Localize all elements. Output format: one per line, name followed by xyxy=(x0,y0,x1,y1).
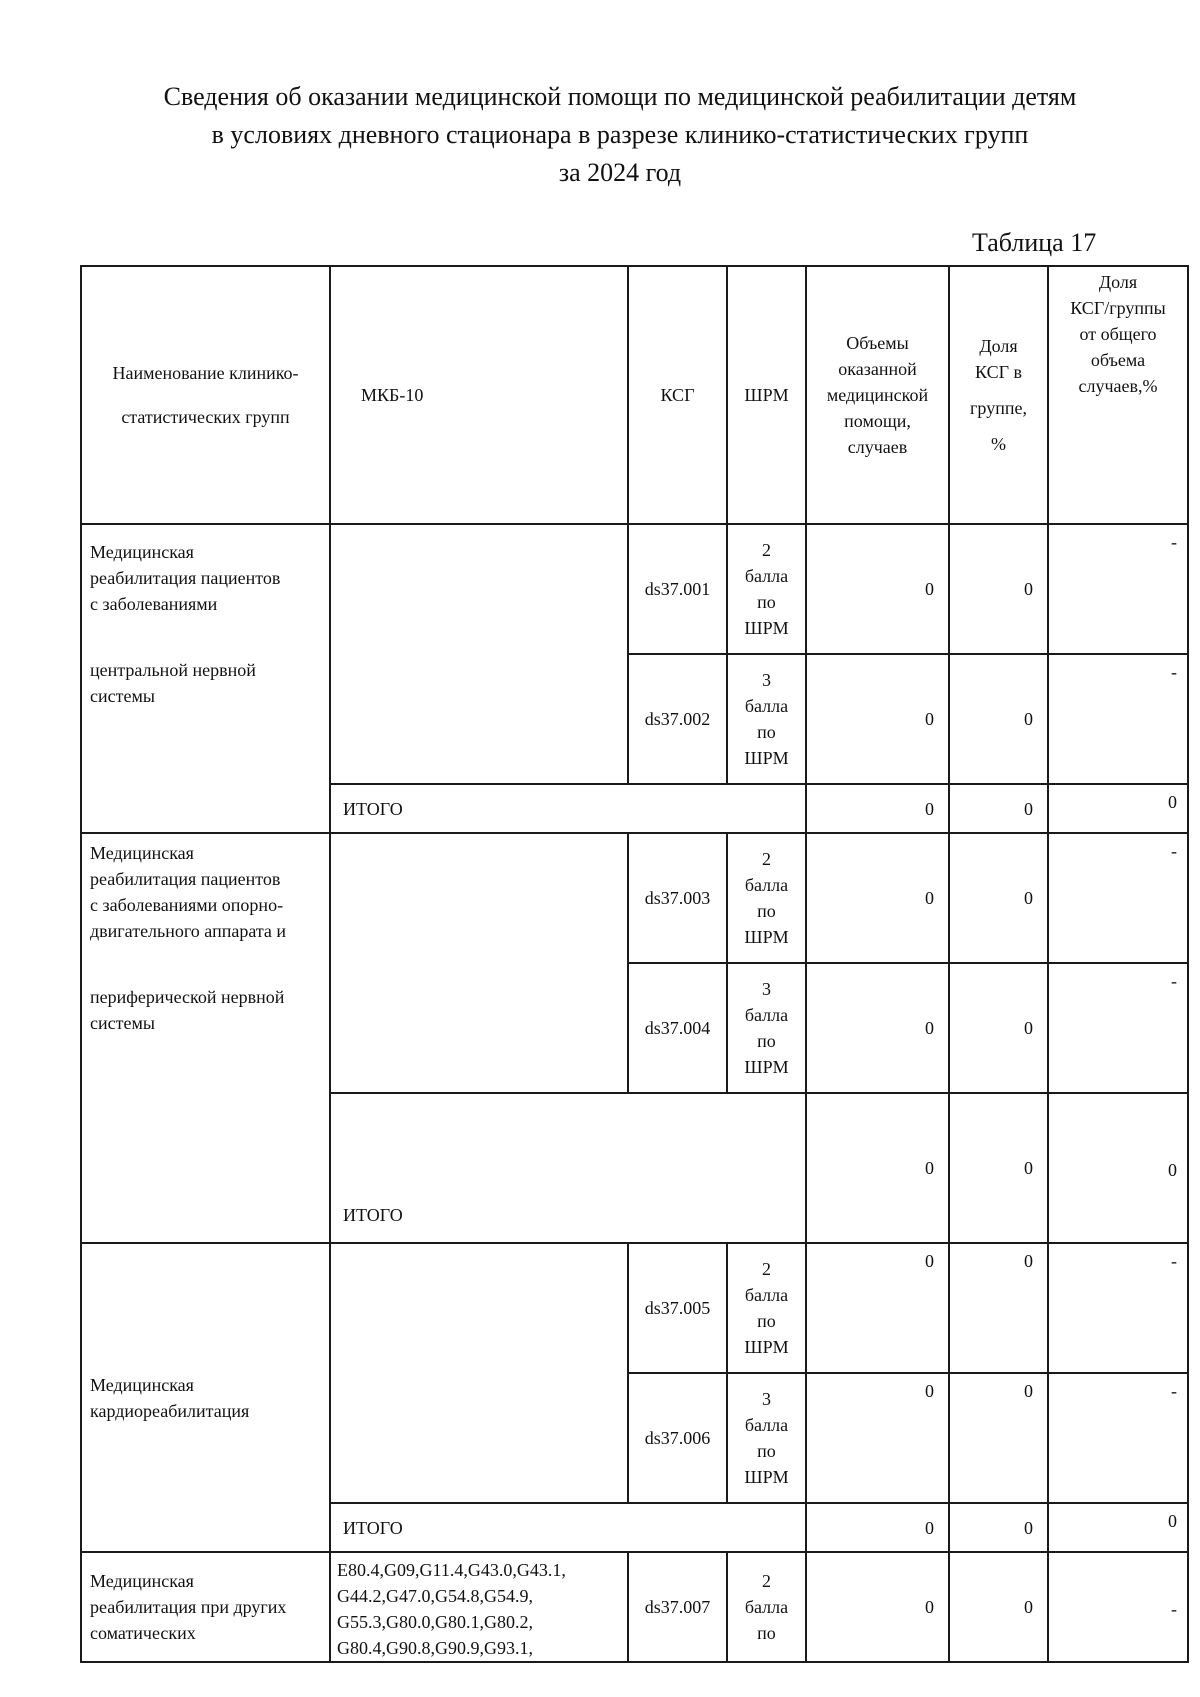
volume-value: 0 xyxy=(806,833,949,963)
group-name-somatic: Медицинская реабилитация при других соматических xyxy=(81,1552,330,1662)
share-ksg-value: 0 xyxy=(949,1243,1048,1373)
mkb-cell xyxy=(330,1243,628,1503)
header-row xyxy=(81,266,1188,524)
shrm-score: 2 балла по ШРМ xyxy=(727,833,806,963)
total-share-total: 0 xyxy=(1048,784,1188,833)
ksg-code: ds37.001 xyxy=(628,524,727,654)
ksg-code: ds37.006 xyxy=(628,1373,727,1503)
title-line-2: в условиях дневного стационара в разрезе клинико-статистических групп xyxy=(211,120,1029,149)
shrm-score: 3 балла по ШРМ xyxy=(727,1373,806,1503)
header-ksg: КСГ xyxy=(628,266,727,524)
rehabilitation-table xyxy=(80,265,1189,1663)
total-volume: 0 xyxy=(806,1503,949,1552)
total-share-ksg: 0 xyxy=(949,1093,1048,1243)
share-total-value: - xyxy=(1048,654,1188,784)
ksg-code: ds37.004 xyxy=(628,963,727,1093)
page-title xyxy=(0,78,1200,192)
mkb-cell xyxy=(330,524,628,784)
table-row xyxy=(81,1243,1188,1373)
ksg-code: ds37.007 xyxy=(628,1552,727,1662)
shrm-score: 3 балла по ШРМ xyxy=(727,963,806,1093)
total-label: ИТОГО xyxy=(330,1093,806,1243)
mkb-cell xyxy=(330,833,628,1093)
group-name-cns: Медицинская реабилитация пациентов с заболеваниями центральной нервной системы xyxy=(81,524,330,833)
share-ksg-value: 0 xyxy=(949,1373,1048,1503)
header-mkb: МКБ-10 xyxy=(330,266,628,524)
total-volume: 0 xyxy=(806,784,949,833)
share-ksg-value: 0 xyxy=(949,963,1048,1093)
share-total-value: - xyxy=(1048,1373,1188,1503)
shrm-score: 3 балла по ШРМ xyxy=(727,654,806,784)
mkb-codes: E80.4,G09,G11.4,G43.0,G43.1, G44.2,G47.0,G54.8,G54.9, G55.3,G80.0,G80.1,G80.2, G80.4,G90.8,G90.9,G93.1, xyxy=(330,1552,628,1662)
volume-value: 0 xyxy=(806,654,949,784)
header-share-total: Доля КСГ/группы от общего объема случаев,% xyxy=(1048,266,1188,524)
share-total-value: - xyxy=(1048,1552,1188,1662)
header-shrm: ШРМ xyxy=(727,266,806,524)
volume-value: 0 xyxy=(806,1243,949,1373)
ksg-code: ds37.005 xyxy=(628,1243,727,1373)
group-name-cardio: Медицинская кардиореабилитация xyxy=(81,1243,330,1552)
volume-value: 0 xyxy=(806,963,949,1093)
table-caption: Таблица 17 xyxy=(972,228,1097,257)
share-ksg-value: 0 xyxy=(949,524,1048,654)
volume-value: 0 xyxy=(806,1373,949,1503)
total-share-total: 0 xyxy=(1048,1093,1188,1243)
volume-value: 0 xyxy=(806,524,949,654)
table-row xyxy=(81,524,1188,654)
total-label: ИТОГО xyxy=(330,1503,806,1552)
table-row xyxy=(81,833,1188,963)
shrm-score: 2 балла по xyxy=(727,1552,806,1662)
table-row xyxy=(81,1552,1188,1662)
total-share-ksg: 0 xyxy=(949,1503,1048,1552)
shrm-score: 2 балла по ШРМ xyxy=(727,1243,806,1373)
share-total-value: - xyxy=(1048,1243,1188,1373)
title-line-3: за 2024 год xyxy=(558,158,682,187)
ksg-code: ds37.003 xyxy=(628,833,727,963)
group-name-musculoskeletal: Медицинская реабилитация пациентов с заболеваниями опорно- двигательного аппарата и периферической нервной системы xyxy=(81,833,330,1243)
share-ksg-value: 0 xyxy=(949,654,1048,784)
shrm-score: 2 балла по ШРМ xyxy=(727,524,806,654)
total-share-ksg: 0 xyxy=(949,784,1048,833)
title-line-1: Сведения об оказании медицинской помощи по медицинской реабилитации детям xyxy=(163,82,1077,111)
share-total-value: - xyxy=(1048,833,1188,963)
header-group-name: Наименование клинико- статистических групп xyxy=(81,266,330,524)
total-volume: 0 xyxy=(806,1093,949,1243)
header-share-ksg: Доля КСГ в группе, % xyxy=(949,266,1048,524)
share-ksg-value: 0 xyxy=(949,833,1048,963)
total-label: ИТОГО xyxy=(330,784,806,833)
share-ksg-value: 0 xyxy=(949,1552,1048,1662)
ksg-code: ds37.002 xyxy=(628,654,727,784)
share-total-value: - xyxy=(1048,524,1188,654)
total-share-total: 0 xyxy=(1048,1503,1188,1552)
volume-value: 0 xyxy=(806,1552,949,1662)
header-volume: Объемы оказанной медицинской помощи, случаев xyxy=(806,266,949,524)
share-total-value: - xyxy=(1048,963,1188,1093)
